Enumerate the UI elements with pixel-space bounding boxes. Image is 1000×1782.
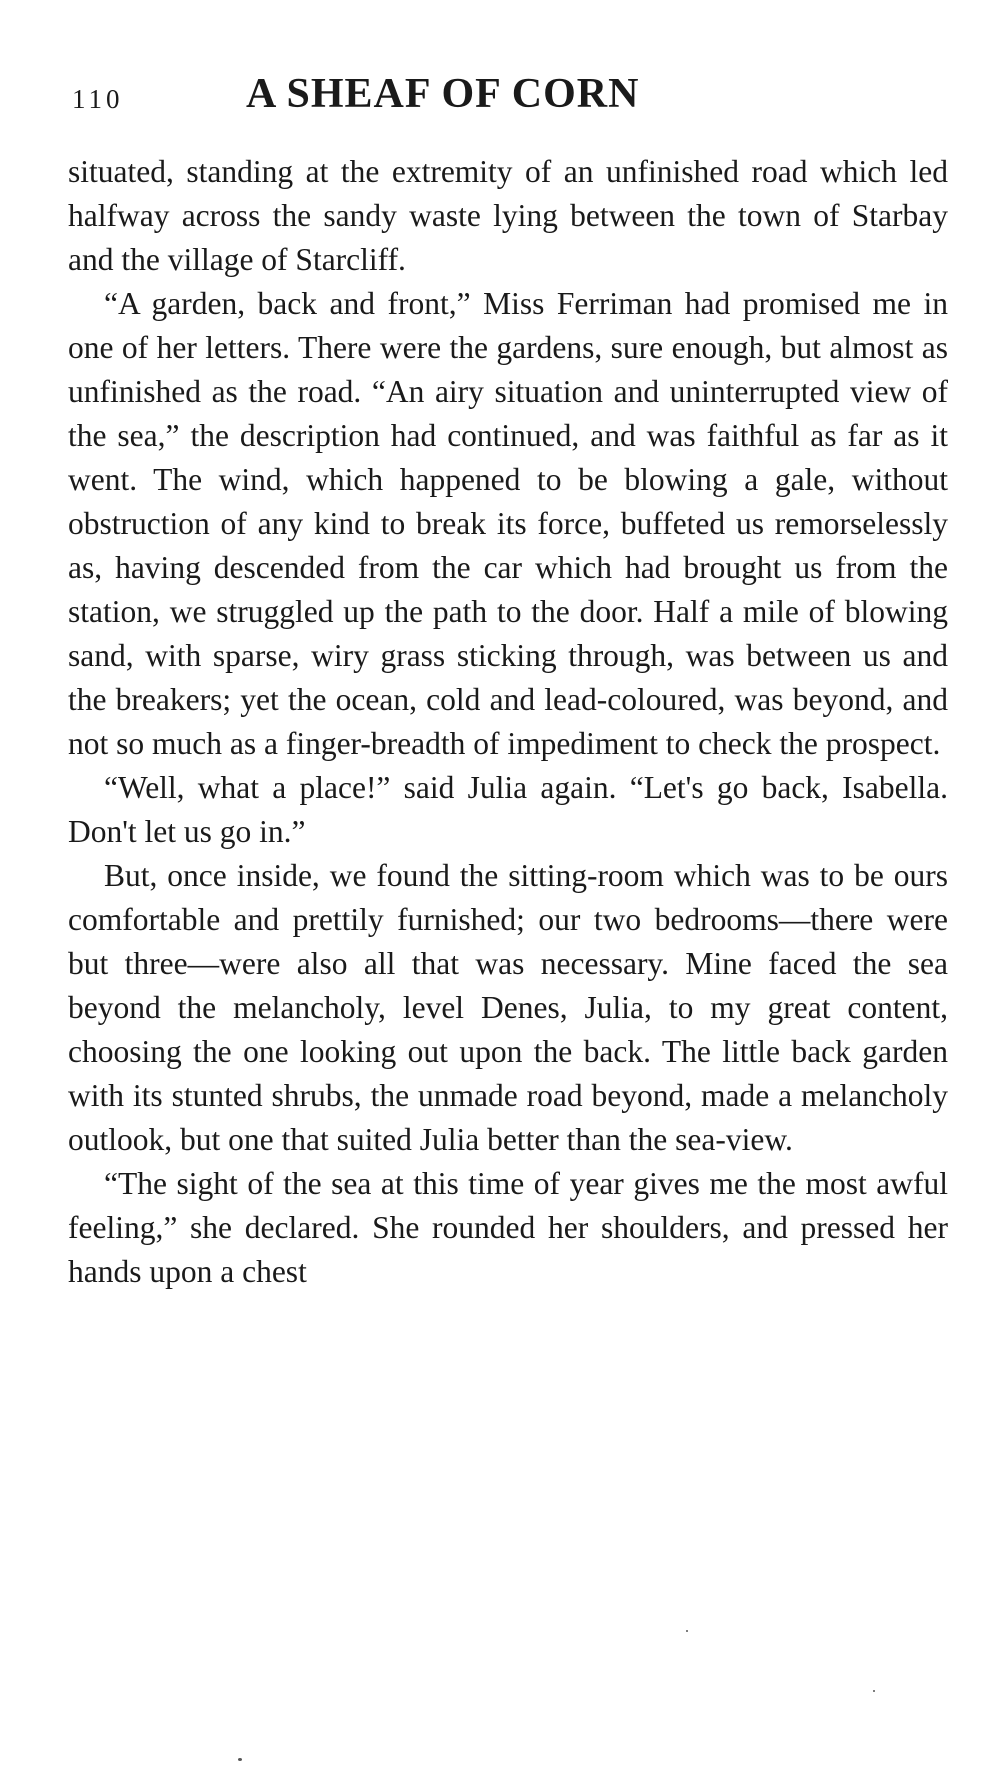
paragraph: “Well, what a place!” said Julia again. “Let's go back, Isabella. Don't let us go in.” — [68, 770, 948, 849]
speck — [238, 1758, 242, 1761]
running-head — [68, 70, 948, 130]
paragraph: “A garden, back and front,” Miss Ferriman had promised me in one of her letters. There were the gardens, sure enough, but almost as unfinished as the road. “An airy situation and uninterrupted view of the sea,” the description had continued, and was faithful as far as it went. The wind, which happened to be blowing a gale, without obstruction of any kind to break its force, buffeted us remorselessly as, having descended from the car which had brought us from the station, we struggled up the path to the door. Half a mile of blowing sand, with sparse, wiry grass sticking through, was between us and the breakers; yet the ocean, cold and lead-coloured, was beyond, and not so much as a finger-breadth of impediment to check the prospect. — [68, 286, 948, 761]
paragraph: situated, standing at the extremity of an unfinished road which led halfway across the sandy waste lying between the town of Starbay and the village of Starcliff. — [68, 154, 948, 277]
speck — [873, 1690, 875, 1692]
paragraph: But, once inside, we found the sitting-room which was to be ours comfortable and prettily furnished; our two bedrooms—there were but three—were also all that was necessary. Mine faced the sea beyond the melancholy, level Denes, Julia, to my great content, choosing the one looking out upon the back. The little back garden with its stunted shrubs, the unmade road beyond, made a melancholy outlook, but one that suited Julia better than the sea-view. — [68, 858, 948, 1157]
book-page — [68, 70, 948, 1294]
book-title: A SHEAF OF CORN — [246, 71, 640, 117]
paragraph: “The sight of the sea at this time of year gives me the most awful feeling,” she declared. She rounded her shoulders, and pressed her hands upon a chest — [68, 1166, 948, 1289]
body-text — [68, 150, 948, 1294]
speck — [686, 1630, 688, 1632]
page-number: 110 — [72, 84, 124, 114]
